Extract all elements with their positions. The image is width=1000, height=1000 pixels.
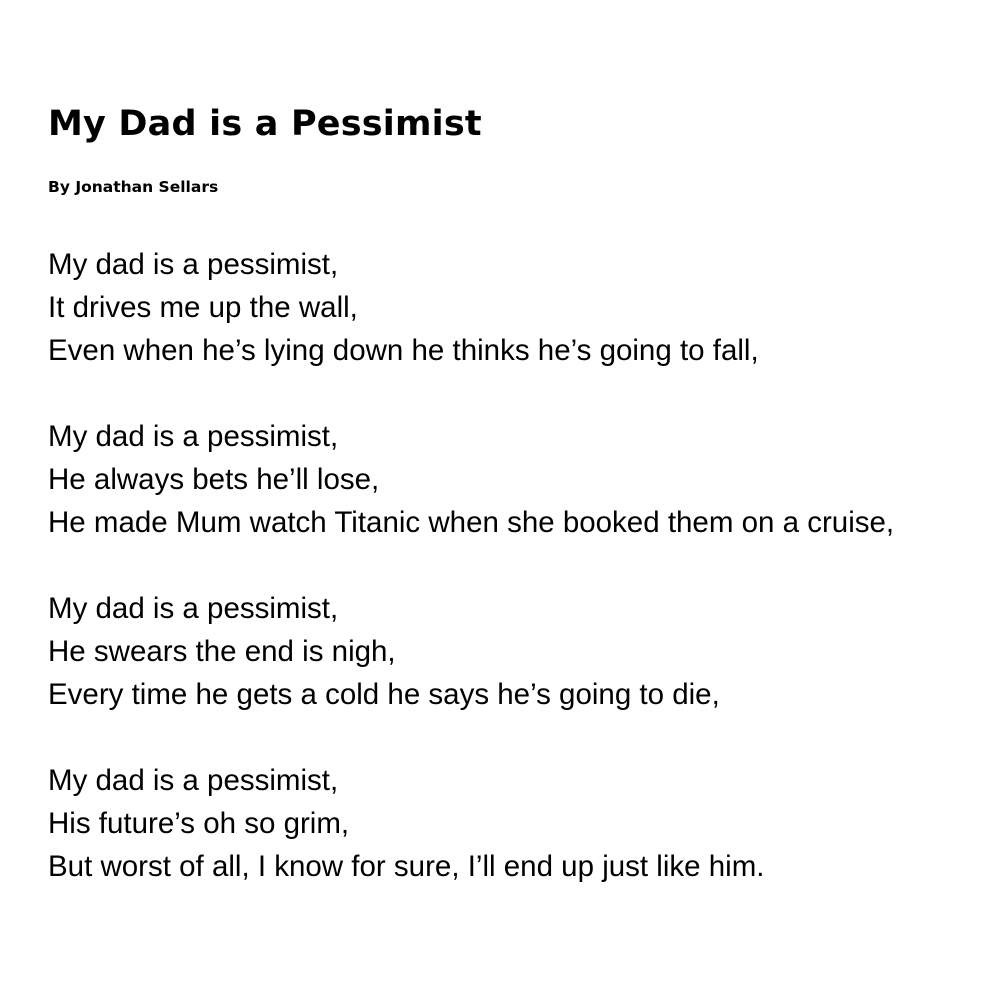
stanza-3 bbox=[48, 587, 993, 716]
poem-byline: By Jonathan Sellars bbox=[48, 178, 219, 196]
poem-title: My Dad is a Pessimist bbox=[48, 104, 482, 144]
poem-line: He swears the end is nigh, bbox=[48, 635, 396, 668]
poem-line: He made Mum watch Titanic when she booked them on a cruise, bbox=[48, 506, 895, 539]
poem-line: It drives me up the wall, bbox=[48, 291, 358, 324]
poem-line: My dad is a pessimist, bbox=[48, 764, 339, 797]
poem-line: He always bets he’ll lose, bbox=[48, 463, 380, 496]
poem-line: Even when he’s lying down he thinks he’s going to fall, bbox=[48, 334, 759, 367]
poem-line: My dad is a pessimist, bbox=[48, 248, 339, 281]
stanza-2 bbox=[48, 415, 993, 544]
poem-body bbox=[48, 243, 993, 931]
poem-line: Every time he gets a cold he says he’s going to die, bbox=[48, 678, 720, 711]
poem-line: My dad is a pessimist, bbox=[48, 420, 339, 453]
poem-line: My dad is a pessimist, bbox=[48, 592, 339, 625]
stanza-1 bbox=[48, 243, 993, 372]
poem-line: His future’s oh so grim, bbox=[48, 807, 350, 840]
poem-line: But worst of all, I know for sure, I’ll end up just like him. bbox=[48, 850, 765, 883]
stanza-4 bbox=[48, 759, 993, 888]
